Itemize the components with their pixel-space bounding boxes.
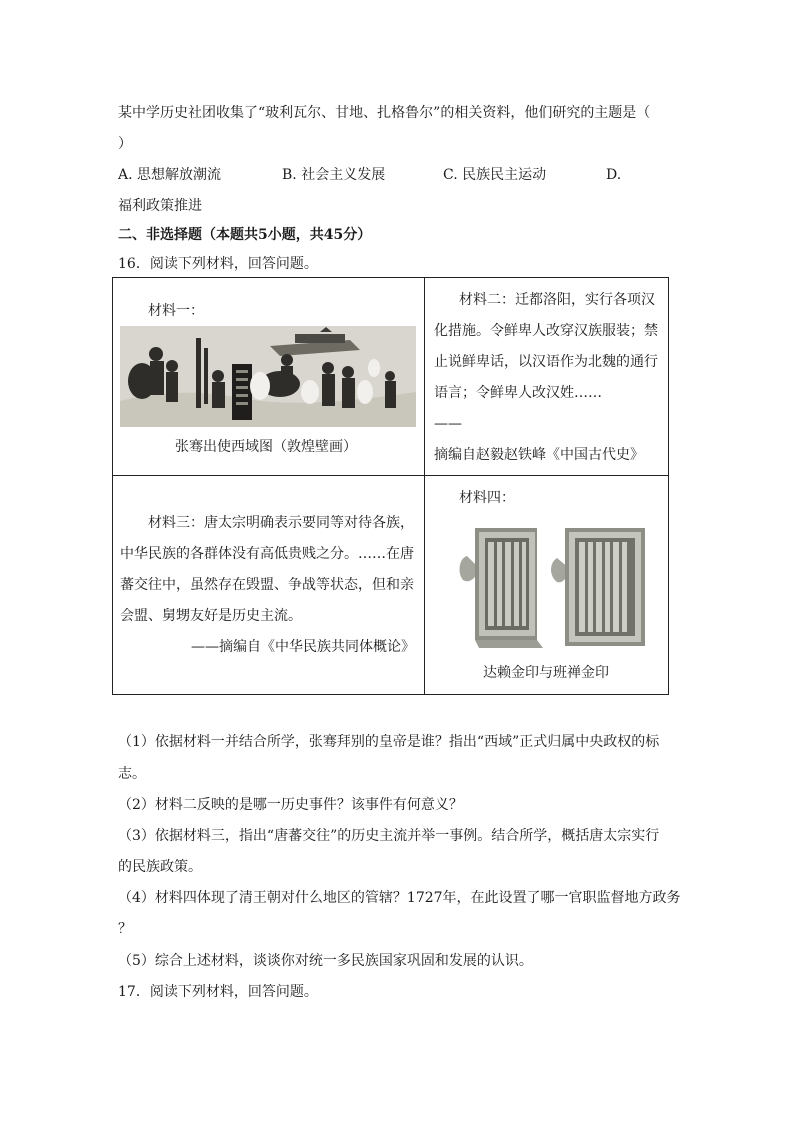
material2-line2: 化措施。令鲜卑人改穿汉族服装；禁: [434, 323, 658, 339]
material2-cell: [425, 278, 669, 476]
material1-label: 材料一：: [148, 303, 204, 319]
material3-line4: 会盟、舅甥友好是历史主流。: [120, 608, 302, 624]
golden-seals-image: [457, 518, 647, 653]
question16-q2: （2）材料二反映的是哪一历史事件？该事件有何意义？: [118, 797, 463, 813]
material4-caption: 达赖金印与班禅金印: [483, 665, 609, 681]
material3-line1: 材料三：唐太宗明确表示要同等对待各族，: [148, 515, 414, 531]
question16-intro: 16．阅读下列材料，回答问题。: [118, 256, 318, 272]
question16-q4-line1: （4）材料四体现了清王朝对什么地区的管辖？1727年，在此设置了哪一官职监督地方政务: [118, 890, 681, 906]
option-d-text: 福利政策推进: [118, 198, 202, 214]
zhang-qian-mural-image: [120, 326, 416, 427]
material3-source: ——摘编自《中华民族共同体概论》: [191, 639, 415, 655]
question16-q1-line2: 志。: [118, 766, 146, 782]
material2-line4: 语言；令鲜卑人改汉姓……: [434, 385, 602, 401]
materials-table: [112, 277, 669, 695]
section-title: 二、非选择题（本题共5小题，共45分）: [118, 227, 372, 243]
material2-line1: 材料二：迁都洛阳，实行各项汉: [459, 292, 655, 308]
question16-q5: （5）综合上述材料，谈谈你对统一多民族国家巩固和发展的认识。: [118, 953, 533, 969]
question16-q3-line2: 的民族政策。: [118, 859, 202, 875]
option-d: D.: [606, 167, 622, 183]
question16-q4-line2: ？: [118, 921, 132, 937]
option-b: B. 社会主义发展: [282, 167, 386, 183]
question16-q1-line1: （1）依据材料一并结合所学，张骞拜别的皇帝是谁？指出“西域”正式归属中央政权的标: [118, 734, 660, 750]
material4-cell: [425, 476, 669, 695]
material2-source: 摘编自赵毅赵铁峰《中国古代史》: [434, 447, 644, 463]
option-a: A. 思想解放潮流: [118, 167, 222, 183]
material3-cell: [113, 476, 425, 695]
material3-line2: 中华民族的各群体没有高低贵贱之分。……在唐: [120, 546, 414, 562]
material1-caption: 张骞出使西域图（敦煌壁画）: [175, 439, 357, 455]
material3-line3: 蕃交往中，虽然存在毁盟、争战等状态，但和亲: [120, 577, 414, 593]
material2-line3: 止说鲜卑话，以汉语作为北魏的通行: [434, 354, 658, 370]
question17-intro: 17．阅读下列材料，回答问题。: [118, 984, 318, 1000]
option-c: C. 民族民主运动: [443, 167, 547, 183]
question15-stem-line1: 某中学历史社团收集了“玻利瓦尔、甘地、扎格鲁尔”的相关资料，他们研究的主题是（: [118, 105, 651, 121]
question15-stem-line2: ）: [118, 136, 132, 152]
material1-cell: [113, 278, 425, 476]
material4-label: 材料四：: [459, 490, 515, 506]
material2-line5: ——: [434, 416, 462, 432]
question16-q3-line1: （3）依据材料三，指出“唐蕃交往”的历史主流并举一事例。结合所学，概括唐太宗实行: [118, 828, 660, 844]
